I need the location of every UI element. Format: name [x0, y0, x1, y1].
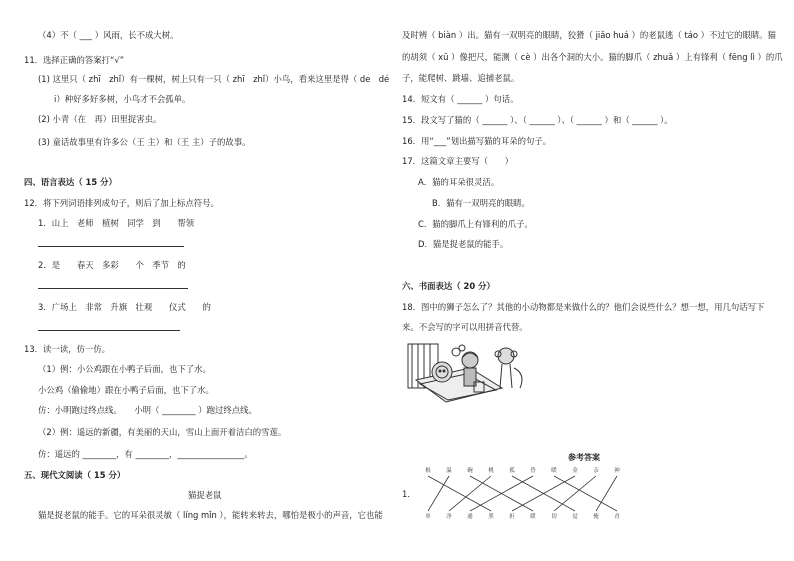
match-top-label: 碗	[467, 468, 473, 474]
match-bottom-label: 暖	[530, 514, 536, 520]
match-bottom-label: 单	[425, 514, 431, 520]
answer-line[interactable]	[38, 246, 184, 247]
q13-2-example: （2）例：遥远的新疆，有美丽的天山，雪山上面开着洁白的雪莲。	[38, 427, 287, 437]
q11-title: 11．选择正确的答案打“√”	[24, 55, 125, 65]
match-top-label: 昏	[530, 468, 536, 474]
answer-1-label: 1．	[402, 489, 416, 499]
q17-option-a: A．猫的耳朵很灵活。	[418, 177, 500, 187]
match-top-label: 暖	[551, 468, 557, 474]
q13-1-example-b: 小公鸡（偷偷地）跟在小鸭子后面，也下了水。	[38, 385, 214, 395]
match-top-label: 金	[572, 468, 578, 474]
q11-2: (2) 小青（在 再）田里捉害虫。	[38, 114, 162, 124]
q17-option-b: B．猫有一双明亮的眼睛。	[432, 198, 530, 208]
reading-line-1: 猫是捉老鼠的能手。它的耳朵很灵敏（ líng mǐn ），能转来转去，哪怕是极小的声音，它也能	[38, 510, 383, 520]
sick-lion-illustration	[406, 338, 532, 406]
q17-option-c: C．猫的脚爪上有锋利的爪子。	[418, 219, 533, 229]
answer-key-title: 参考答案	[568, 453, 600, 462]
q12-title: 12．将下列词语排列成句子，则后了加上标点符号。	[24, 198, 219, 208]
q12-3: 3．广场上 非常 升旗 壮观 仪式 的	[38, 302, 211, 312]
reading-title: 猫捉老鼠	[188, 490, 222, 500]
matching-exercise	[400, 462, 640, 522]
match-bottom-label: 黑	[488, 514, 494, 520]
q13-2-imitate: 仿：遥远的 ________，有 ________，________________。	[38, 449, 253, 459]
match-top-label: 根	[425, 468, 431, 474]
match-bottom-label: 折	[509, 514, 515, 520]
q11-1-line-b: i）种好多好多树，小鸟才不会孤单。	[54, 94, 191, 104]
q16: 16．用“___”划出描写猫的耳朵的句子。	[402, 136, 552, 146]
match-line	[554, 476, 596, 511]
match-line	[428, 476, 491, 511]
match-bottom-label: 通	[467, 514, 473, 520]
q13-1-example: （1）例：小公鸡跟在小鸭子后面，也下了水。	[38, 364, 211, 374]
match-bottom-label: 切	[551, 514, 557, 520]
q12-2: 2．是 春天 多彩 个 季节 的	[38, 260, 186, 270]
q17: 17．这篇文章主要写（ ）	[402, 156, 514, 166]
q13-title: 13．读一读，仿一仿。	[24, 344, 111, 354]
q11-1-line-a: (1) 这里只（ zhī zhǐ）有一棵树，树上只有一只（ zhī zhǐ）小鸟，看来这里是得（ de dé	[38, 74, 390, 84]
section-4-heading: 四、语言表达（ 15 分）	[24, 177, 117, 187]
section-6-heading: 六、书面表达（ 20 分）	[402, 281, 495, 291]
q13-1-imitate: 仿：小明跑过终点线。 小明（ ________ ）跑过终点线。	[38, 405, 257, 415]
q18-line-a: 18．图中的狮子怎么了？其他的小动物都是来做什么的？他们会说些什么？想一想，用几句话写下	[402, 302, 765, 312]
section-5-heading: 五、现代文阅读（ 15 分）	[24, 470, 126, 480]
match-bottom-label: 净	[446, 514, 452, 520]
q14: 14．短文有（ ______ ）句话。	[402, 94, 519, 104]
match-bottom-label: 青	[614, 514, 620, 520]
match-line	[449, 476, 491, 511]
match-line	[428, 476, 449, 511]
match-bottom-label: 掩	[593, 514, 599, 520]
match-line	[554, 476, 617, 511]
match-top-label: 孤	[509, 468, 515, 474]
answer-line[interactable]	[38, 330, 180, 331]
reading-line-2: 及时辨（ biàn ）出。猫有一双明亮的眼睛，狡猾（ jiǎo huá ）的老鼠逃（ táo ）不过它的眼睛。猫	[402, 30, 777, 40]
q15: 15．段文写了猫的（ ______ ）、（ ______ ）、（ ______ ）和（ ______ ）。	[402, 115, 673, 125]
q17-option-d: D．猫是捉老鼠的能手。	[418, 239, 509, 249]
q11-3: (3) 童话故事里有许多公（王 主）和（王 主）子的故事。	[38, 137, 251, 147]
match-top-label: 亲	[593, 468, 599, 474]
q4-line: （4）不（ ___ ）风雨，长不成大树。	[38, 30, 179, 40]
q18-line-b: 来。不会写的字可以用拼音代替。	[402, 322, 528, 332]
match-bottom-label: 觉	[572, 514, 578, 520]
match-top-label: 神	[614, 468, 620, 474]
match-top-label: 温	[446, 468, 452, 474]
reading-line-3: 的胡须（ xū ）像把尺，能测（ cè ）出各个洞的大小。猫的脚爪（ zhuǎ ）上有锋利（ fēng lì ）的爪	[402, 52, 783, 62]
q12-1: 1．山上 老师 植树 同学 到 帮领	[38, 218, 195, 228]
reading-line-4: 子，能爬树、跳墙、追捕老鼠。	[402, 73, 520, 83]
match-line	[596, 476, 617, 511]
answer-line[interactable]	[38, 288, 188, 289]
match-top-label: 桃	[488, 468, 494, 474]
